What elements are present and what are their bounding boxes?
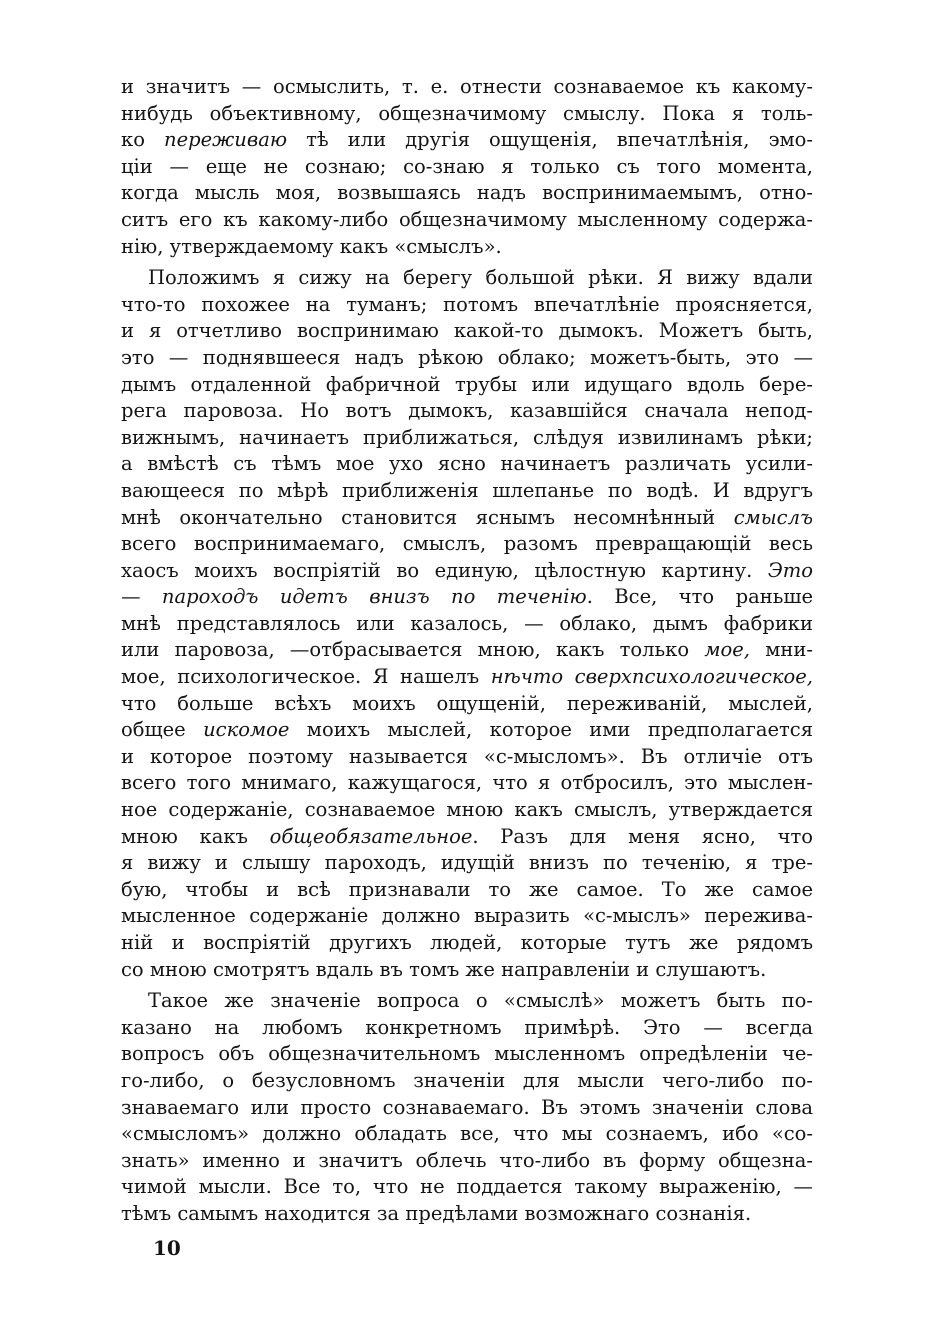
text-segment: тѣ или другія ощущенія, впечатлѣнія, эмо- xyxy=(287,128,813,152)
text-segment: и я отчетливо воспринимаю какой-то дымокъ. Можетъ быть, xyxy=(121,319,813,343)
text-segment: тѣмъ самымъ находится за предѣлами возможнаго сознанія. xyxy=(121,1201,752,1225)
text-line xyxy=(121,478,813,505)
text-segment: и которое поэтому называется «с-мысломъ». Въ отличіе отъ xyxy=(121,744,813,768)
text-line xyxy=(121,558,813,585)
text-line xyxy=(121,824,813,851)
text-line xyxy=(121,398,813,425)
italic-phrase: искомое xyxy=(203,718,290,742)
text-segment: бую, чтобы и всѣ признавали то же самое. То же самое xyxy=(121,877,813,901)
text-line xyxy=(121,234,813,261)
text-segment: . Разъ для меня ясно, что xyxy=(472,824,814,848)
text-segment: общее xyxy=(121,718,204,742)
text-line xyxy=(121,1041,813,1068)
text-segment: мысленное содержаніе должно выразить «с-мыслъ» пережива- xyxy=(121,904,813,928)
text-segment: моихъ мыслей, которое ими предполагается xyxy=(289,718,813,742)
text-line xyxy=(121,505,813,532)
text-line xyxy=(121,74,813,101)
italic-phrase: переживаю xyxy=(164,128,288,152)
text-line xyxy=(121,1148,813,1175)
text-line xyxy=(121,664,813,691)
text-segment: мни- xyxy=(750,638,814,662)
text-line xyxy=(121,127,813,154)
text-line xyxy=(121,1015,813,1042)
text-segment: это — поднявшееся надъ рѣкою облако; можетъ-быть, это — xyxy=(121,345,813,369)
text-line xyxy=(121,770,813,797)
text-line xyxy=(121,930,813,957)
text-segment: мною какъ xyxy=(121,824,270,848)
text-segment: Такое же значеніе вопроса о «смыслѣ» можетъ быть по- xyxy=(148,989,813,1013)
text-segment: «смысломъ» должно обладать все, что мы сознаемъ, ибо «со- xyxy=(121,1122,813,1146)
italic-phrase: нѣчто сверхпсихологическое, xyxy=(490,665,813,689)
text-segment: всего того мнимаго, кажущагося, что я отбросилъ, это мыслен- xyxy=(121,771,813,795)
text-line xyxy=(121,611,813,638)
text-segment: когда мысль моя, возвышаясь надъ воспринимаемымъ, отно- xyxy=(121,181,813,205)
text-line xyxy=(121,101,813,128)
text-line xyxy=(121,1174,813,1201)
text-segment: Положимъ я сижу на берегу большой рѣки. Я вижу вдали xyxy=(148,266,813,290)
text-segment: знаваемаго или просто сознаваемаго. Въ этомъ значеніи слова xyxy=(121,1095,813,1119)
text-segment: знать» именно и значитъ облечь что-либо въ форму общезна- xyxy=(121,1148,813,1172)
text-line xyxy=(121,154,813,181)
text-segment: или паровоза, —отбрасывается мною, какъ только xyxy=(121,638,705,662)
text-line xyxy=(121,292,813,319)
text-segment: вопросъ объ общезначительномъ мысленномъ опредѣленіи че- xyxy=(121,1042,813,1066)
paragraph xyxy=(121,265,813,983)
text-segment: ситъ его къ какому-либо общезначимому мысленному содержа- xyxy=(121,207,813,231)
italic-phrase: — пароходъ идетъ внизъ по теченію xyxy=(121,585,587,609)
text-segment: нибудь объективному, общезначимому смыслу. Пока я толь- xyxy=(121,101,813,125)
text-segment: ціи — еще не сознаю; со-знаю я только съ того момента, xyxy=(121,154,813,178)
text-line xyxy=(121,1121,813,1148)
text-line xyxy=(121,717,813,744)
text-segment: вижнымъ, начинаетъ приближаться, слѣдуя извилинамъ рѣки; xyxy=(121,425,813,449)
italic-phrase: смыслъ xyxy=(733,505,813,529)
italic-phrase: мое, xyxy=(704,638,750,662)
text-line xyxy=(121,451,813,478)
page-number: 10 xyxy=(153,1236,181,1260)
text-line xyxy=(121,1068,813,1095)
text-line xyxy=(121,903,813,930)
text-line xyxy=(121,584,813,611)
text-segment: чимой мысли. Все то, что не поддается такому выраженію, — xyxy=(121,1175,813,1199)
text-segment: всего воспринимаемаго, смыслъ, разомъ превращающій весь xyxy=(121,532,813,556)
text-line xyxy=(121,797,813,824)
text-segment: что-то похожее на туманъ; потомъ впечатлѣніе проясняется, xyxy=(121,292,813,316)
text-line xyxy=(121,1095,813,1122)
text-line xyxy=(121,744,813,771)
text-segment: ній и воспріятій другихъ людей, которые тутъ же рядомъ xyxy=(121,931,813,954)
text-segment: ко xyxy=(121,128,165,152)
text-segment: я вижу и слышу пароходъ, идущій внизъ по теченію, я тре- xyxy=(121,851,813,875)
text-line xyxy=(121,180,813,207)
text-line xyxy=(121,372,813,399)
text-line xyxy=(121,318,813,345)
text-line xyxy=(121,531,813,558)
text-line xyxy=(121,691,813,718)
text-segment: вающееся по мѣрѣ приближенія шлепанье по водѣ. И вдругъ xyxy=(121,478,813,502)
text-line xyxy=(121,877,813,904)
text-line xyxy=(121,850,813,877)
text-segment: хаосъ моихъ воспріятій во единую, цѣлостную картину. xyxy=(121,558,768,582)
text-line xyxy=(121,265,813,292)
text-segment: со мною смотрятъ вдаль въ томъ же направленіи и слушаютъ. xyxy=(121,957,767,981)
text-segment: что больше всѣхъ моихъ ощущеній, переживаній, мыслей, xyxy=(121,691,813,715)
text-segment: го-либо, о безусловномъ значеніи для мысли чего-либо по- xyxy=(121,1068,813,1092)
italic-phrase: общеобязательное xyxy=(269,824,473,848)
text-line xyxy=(121,425,813,452)
text-segment: а вмѣстѣ съ тѣмъ мое ухо ясно начинаетъ различать усили- xyxy=(121,452,813,476)
paragraph xyxy=(121,74,813,260)
text-segment: рега паровоза. Но вотъ дымокъ, казавшійся сначала непод- xyxy=(121,399,813,423)
text-segment: и значитъ — осмыслить, т. е. отнести сознаваемое къ какому- xyxy=(121,75,813,98)
text-segment: . Все, что раньше xyxy=(586,585,813,609)
text-segment: мнѣ представлялось или казалось, — облако, дымъ фабрики xyxy=(121,611,813,635)
text-line xyxy=(121,637,813,664)
text-line xyxy=(121,1201,813,1228)
italic-phrase: Это xyxy=(767,558,813,582)
text-segment: дымъ отдаленной фабричной трубы или идущаго вдоль бере- xyxy=(121,372,813,396)
text-segment: мое, психологическое. Я нашелъ xyxy=(121,665,491,689)
text-line xyxy=(121,345,813,372)
text-segment: казано на любомъ конкретномъ примѣрѣ. Это — всегда xyxy=(121,1015,813,1039)
body-text xyxy=(121,74,813,1228)
text-segment: мнѣ окончательно становится яснымъ несомнѣнный xyxy=(121,505,734,529)
text-line xyxy=(121,957,813,984)
text-segment: ное содержаніе, сознаваемое мною какъ смыслъ, утверждается xyxy=(121,798,813,822)
paragraph xyxy=(121,988,813,1227)
text-segment: нію, утверждаемому какъ «смыслъ». xyxy=(121,234,502,258)
text-line xyxy=(121,988,813,1015)
text-line xyxy=(121,207,813,234)
